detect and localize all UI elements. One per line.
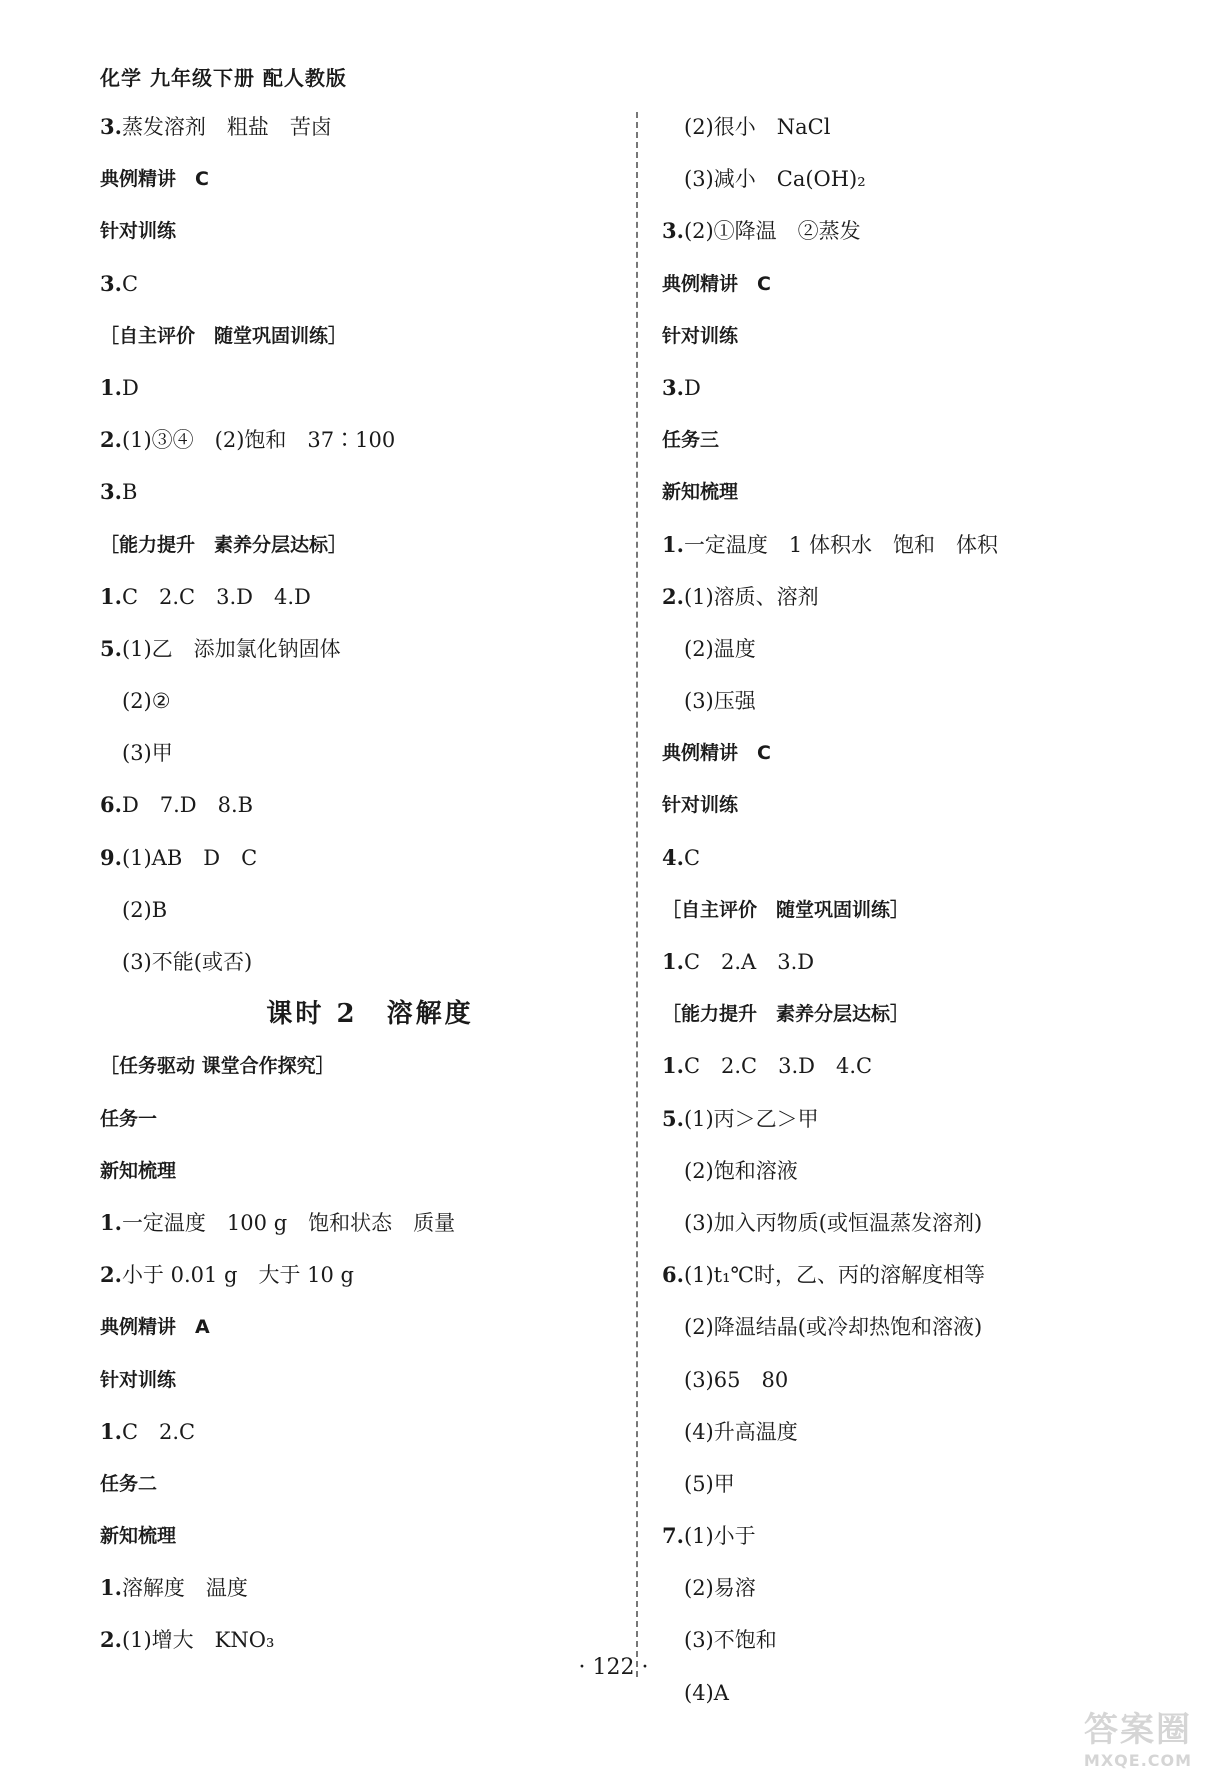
line-text: (1)丙＞乙＞甲 <box>683 1106 819 1131</box>
answer-line <box>662 1360 1182 1412</box>
question-number: 5. <box>100 635 122 661</box>
line-text: 新知梳理 <box>100 1525 177 1548</box>
line-text: C <box>121 271 139 296</box>
line-text: (3)减小 Ca(OH)₂ <box>684 167 866 192</box>
answer-line <box>662 1568 1182 1620</box>
question-number: 3. <box>100 114 122 139</box>
question-number: 6. <box>100 792 122 818</box>
line-text: 典例精讲 C <box>662 272 771 295</box>
section-heading <box>100 211 620 263</box>
line-text: (1)AB D C <box>121 845 258 870</box>
answer-line <box>100 942 620 994</box>
line-text: 课时 2 溶解度 <box>266 999 474 1030</box>
line-text: 一定温度 1 体积水 饱和 体积 <box>683 532 998 557</box>
question-number: 1. <box>662 531 684 557</box>
section-heading <box>100 1464 620 1516</box>
line-text: ［能力提升 素养分层达标］ <box>662 1003 910 1026</box>
line-text: (3)压强 <box>684 689 756 714</box>
answer-line <box>100 681 620 733</box>
question-number: 3. <box>100 479 122 505</box>
line-text: ［能力提升 素养分层达标］ <box>100 533 348 556</box>
answer-line <box>100 733 620 785</box>
line-text: (3)加入丙物质(或恒温蒸发溶剂) <box>684 1210 983 1235</box>
line-text: C <box>683 845 701 870</box>
line-text: 任务二 <box>100 1472 158 1495</box>
line-text: (3)不能(或否) <box>122 950 253 974</box>
line-text: (2)很小 NaCl <box>684 115 831 139</box>
answer-line <box>662 629 1182 681</box>
line-text: 针对训练 <box>662 324 739 347</box>
question-number: 1. <box>662 1053 684 1079</box>
section-heading <box>100 1307 620 1359</box>
question-number: 3. <box>100 270 122 296</box>
answer-line <box>662 1046 1182 1098</box>
question-number: 2. <box>100 1262 122 1288</box>
line-text: 典例精讲 A <box>100 1316 210 1339</box>
section-heading <box>662 472 1182 524</box>
line-text: 任务一 <box>100 1107 158 1130</box>
section-heading <box>662 733 1182 785</box>
section-heading <box>662 994 1182 1046</box>
line-text: (2)饱和溶液 <box>684 1158 798 1183</box>
line-text: (3)不饱和 <box>684 1628 777 1653</box>
answer-line <box>662 1255 1182 1307</box>
line-text: 溶解度 温度 <box>121 1576 248 1601</box>
section-heading <box>662 316 1182 368</box>
left-column <box>100 107 620 1673</box>
question-number: 6. <box>662 1262 684 1288</box>
question-number: 3. <box>662 374 684 400</box>
answer-line <box>662 1516 1182 1568</box>
question-number: 9. <box>100 844 122 870</box>
page-header: 化学 九年级下册 配人教版 <box>100 66 347 90</box>
page-number: · 122 · <box>578 1655 649 1680</box>
question-number: 1. <box>100 1575 122 1601</box>
question-number: 2. <box>662 583 684 609</box>
answer-line <box>100 785 620 837</box>
answer-line <box>662 1464 1182 1516</box>
answer-line <box>100 107 620 159</box>
section-heading <box>662 890 1182 942</box>
question-number: 1. <box>662 949 684 974</box>
section-heading <box>100 316 620 368</box>
question-number: 5. <box>662 1105 684 1131</box>
answer-line <box>662 681 1182 733</box>
line-text: (4)升高温度 <box>684 1419 798 1444</box>
answer-line <box>100 264 620 316</box>
answer-line <box>662 1099 1182 1151</box>
answer-line <box>100 890 620 942</box>
line-text: 针对训练 <box>100 1368 177 1391</box>
answer-line <box>662 107 1182 159</box>
line-text: B <box>121 480 138 505</box>
answer-line <box>100 838 620 890</box>
line-text: (2)B <box>122 897 168 922</box>
right-column <box>662 107 1182 1725</box>
line-text: (2)易溶 <box>684 1576 756 1601</box>
answer-line <box>100 472 620 524</box>
watermark-site: MXQE.COM <box>1083 1751 1193 1770</box>
line-text: 针对训练 <box>100 220 177 243</box>
answer-line <box>662 368 1182 420</box>
question-number: 3. <box>662 218 684 244</box>
question-number: 7. <box>662 1523 684 1549</box>
question-number: 1. <box>100 374 122 400</box>
watermark-logo-text: 答案圈 <box>1084 1710 1192 1750</box>
line-text: (3)65 80 <box>684 1367 789 1392</box>
line-text: (1)③④ (2)饱和 37∶100 <box>121 428 396 453</box>
section-heading <box>100 1046 620 1098</box>
line-text: (1)小于 <box>683 1524 756 1549</box>
answer-line <box>662 1307 1182 1359</box>
line-text: (2)温度 <box>684 636 756 661</box>
answer-line <box>100 629 620 681</box>
line-text: D <box>683 375 701 400</box>
line-text: (4)A <box>684 1680 729 1705</box>
line-text: 新知梳理 <box>662 481 739 504</box>
line-text: C 2.C 3.D 4.C <box>683 1054 873 1079</box>
section-heading <box>100 1360 620 1412</box>
line-text: (5)甲 <box>684 1471 735 1496</box>
answer-line <box>100 577 620 629</box>
line-text: 蒸发溶剂 粗盐 苦卤 <box>121 115 332 139</box>
section-heading <box>662 264 1182 316</box>
answer-line <box>662 159 1182 211</box>
question-number: 4. <box>662 844 684 870</box>
answer-line <box>100 1203 620 1255</box>
line-text: D 7.D 8.B <box>121 793 254 818</box>
line-text: D <box>121 375 139 400</box>
line-text: (3)甲 <box>122 741 173 766</box>
question-number: 1. <box>100 1209 122 1235</box>
line-text: (1)乙 添加氯化钠固体 <box>121 636 341 661</box>
answer-line <box>662 1151 1182 1203</box>
section-title <box>100 994 620 1046</box>
question-number: 2. <box>100 1627 122 1653</box>
answer-line <box>100 1255 620 1307</box>
line-text: 典例精讲 C <box>100 168 209 191</box>
watermark-logo <box>1063 1702 1213 1784</box>
line-text: 任务三 <box>662 429 720 452</box>
line-text: C 2.A 3.D <box>683 950 815 974</box>
section-heading <box>662 785 1182 837</box>
line-text: (2)①降温 ②蒸发 <box>683 219 861 244</box>
line-text: ［任务驱动 课堂合作探究］ <box>100 1055 335 1078</box>
line-text: (1)t₁℃时，乙、丙的溶解度相等 <box>683 1263 986 1288</box>
answer-line <box>100 1568 620 1620</box>
column-divider <box>636 112 638 1677</box>
answer-line <box>100 1412 620 1464</box>
line-text: ［自主评价 随堂巩固训练］ <box>100 324 348 347</box>
line-text: (1)增大 KNO₃ <box>121 1628 275 1653</box>
section-heading <box>100 1151 620 1203</box>
answer-line <box>100 368 620 420</box>
question-number: 1. <box>100 1418 122 1444</box>
answer-line <box>662 1203 1182 1255</box>
line-text: 针对训练 <box>662 794 739 817</box>
section-heading <box>662 420 1182 472</box>
answer-line <box>662 942 1182 994</box>
question-number: 1. <box>100 583 122 609</box>
answer-line <box>662 1412 1182 1464</box>
section-heading <box>100 1099 620 1151</box>
line-text: 新知梳理 <box>100 1159 177 1182</box>
line-text: C 2.C 3.D 4.D <box>121 584 311 609</box>
line-text: (2)降温结晶(或冷却热饱和溶液) <box>684 1315 983 1340</box>
answer-line <box>662 577 1182 629</box>
line-text: (2)② <box>122 689 171 714</box>
line-text: 小于 0.01 g 大于 10 g <box>121 1263 355 1288</box>
section-heading <box>100 1516 620 1568</box>
section-heading <box>100 159 620 211</box>
answer-line <box>662 525 1182 577</box>
answer-line <box>662 211 1182 263</box>
line-text: C 2.C <box>121 1419 196 1444</box>
line-text: 一定温度 100 g 饱和状态 质量 <box>121 1210 456 1235</box>
section-heading <box>100 525 620 577</box>
answer-line <box>662 838 1182 890</box>
question-number: 2. <box>100 427 122 453</box>
line-text: 典例精讲 C <box>662 742 771 765</box>
answer-line <box>100 420 620 472</box>
line-text: ［自主评价 随堂巩固训练］ <box>662 898 910 921</box>
line-text: (1)溶质、溶剂 <box>683 584 819 609</box>
